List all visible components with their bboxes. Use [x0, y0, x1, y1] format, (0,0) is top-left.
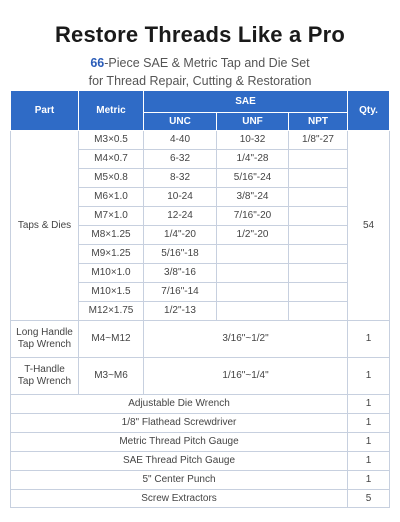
page-title: Restore Threads Like a Pro — [54, 22, 346, 47]
unc-cell: 3/8"-16 — [144, 264, 217, 283]
unc-cell: 7/16"-14 — [144, 283, 217, 302]
qty-cell: 1 — [348, 414, 390, 433]
header-sae: SAE — [144, 91, 348, 113]
metric-cell: M6×1.0 — [79, 188, 144, 207]
table-row — [11, 358, 390, 395]
metric-cell: M4×0.7 — [79, 150, 144, 169]
part-t-handle-tap-wrench — [11, 358, 79, 395]
npt-cell — [289, 264, 348, 283]
part-line: Long Handle — [16, 327, 73, 338]
npt-cell — [289, 188, 348, 207]
qty-cell: 5 — [348, 490, 390, 508]
metric-cell: M8×1.25 — [79, 226, 144, 245]
table-row — [11, 471, 390, 490]
metric-cell: M7×1.0 — [79, 207, 144, 226]
unf-cell: 7/16"-20 — [217, 207, 289, 226]
unc-cell: 1/2"-13 — [144, 302, 217, 321]
metric-cell: M10×1.0 — [79, 264, 144, 283]
metric-cell: M9×1.25 — [79, 245, 144, 264]
sae-cell: 3/16"~1/2" — [144, 321, 348, 358]
header-npt: NPT — [289, 113, 348, 131]
qty-taps-dies: 54 — [348, 131, 390, 321]
header-unc: UNC — [144, 113, 217, 131]
accessory-name: Adjustable Die Wrench — [11, 395, 348, 414]
table-row — [11, 433, 390, 452]
npt-cell — [289, 245, 348, 264]
accessory-name: Screw Extractors — [11, 490, 348, 508]
part-long-handle-tap-wrench — [11, 321, 79, 358]
sae-cell: 1/16"~1/4" — [144, 358, 348, 395]
unc-cell: 10-24 — [144, 188, 217, 207]
metric-cell: M12×1.75 — [79, 302, 144, 321]
accessory-name: SAE Thread Pitch Gauge — [11, 452, 348, 471]
metric-cell: M3~M6 — [79, 358, 144, 395]
table-row — [11, 395, 390, 414]
unc-cell: 8-32 — [144, 169, 217, 188]
unc-cell: 6-32 — [144, 150, 217, 169]
unf-cell — [217, 283, 289, 302]
qty-cell: 1 — [348, 358, 390, 395]
subtitle — [0, 54, 400, 90]
unc-cell: 5/16"-18 — [144, 245, 217, 264]
metric-cell: M5×0.8 — [79, 169, 144, 188]
qty-cell: 1 — [348, 395, 390, 414]
accessory-name: Metric Thread Pitch Gauge — [11, 433, 348, 452]
qty-cell: 1 — [348, 452, 390, 471]
part-line: Tap Wrench — [17, 339, 72, 350]
npt-cell — [289, 283, 348, 302]
unc-cell: 12-24 — [144, 207, 217, 226]
part-taps-dies: Taps & Dies — [11, 131, 79, 321]
metric-cell: M10×1.5 — [79, 283, 144, 302]
qty-cell: 1 — [348, 433, 390, 452]
header-part: Part — [11, 91, 79, 131]
unf-cell — [217, 264, 289, 283]
header-qty: Qty. — [348, 91, 390, 131]
unf-cell — [217, 302, 289, 321]
piece-count: 66 — [90, 56, 105, 70]
npt-cell — [289, 226, 348, 245]
unc-cell: 1/4"-20 — [144, 226, 217, 245]
npt-cell — [289, 169, 348, 188]
npt-cell: 1/8"-27 — [289, 131, 348, 150]
unf-cell: 1/4"-28 — [217, 150, 289, 169]
table-row — [11, 490, 390, 508]
unc-cell: 4-40 — [144, 131, 217, 150]
subtitle-line-1: -Piece SAE & Metric Tap and Die Set — [104, 56, 310, 70]
accessory-name: 5" Center Punch — [11, 471, 348, 490]
unf-cell — [217, 245, 289, 264]
part-line: Tap Wrench — [17, 376, 72, 387]
table-row — [11, 414, 390, 433]
part-line: T-Handle — [24, 364, 65, 375]
metric-cell: M4~M12 — [79, 321, 144, 358]
npt-cell — [289, 302, 348, 321]
parts-table — [10, 90, 390, 508]
accessory-name: 1/8" Flathead Screwdriver — [11, 414, 348, 433]
subtitle-line-2: for Thread Repair, Cutting & Restoration — [88, 74, 312, 88]
qty-cell: 1 — [348, 471, 390, 490]
table-row — [11, 131, 390, 150]
header-row — [11, 91, 390, 113]
header-unf: UNF — [217, 113, 289, 131]
metric-cell: M3×0.5 — [79, 131, 144, 150]
unf-cell: 3/8"-24 — [217, 188, 289, 207]
table-row — [11, 321, 390, 358]
unf-cell: 5/16"-24 — [217, 169, 289, 188]
unf-cell: 1/2"-20 — [217, 226, 289, 245]
qty-cell: 1 — [348, 321, 390, 358]
unf-cell: 10-32 — [217, 131, 289, 150]
npt-cell — [289, 150, 348, 169]
table-row — [11, 452, 390, 471]
header-metric: Metric — [79, 91, 144, 131]
npt-cell — [289, 207, 348, 226]
